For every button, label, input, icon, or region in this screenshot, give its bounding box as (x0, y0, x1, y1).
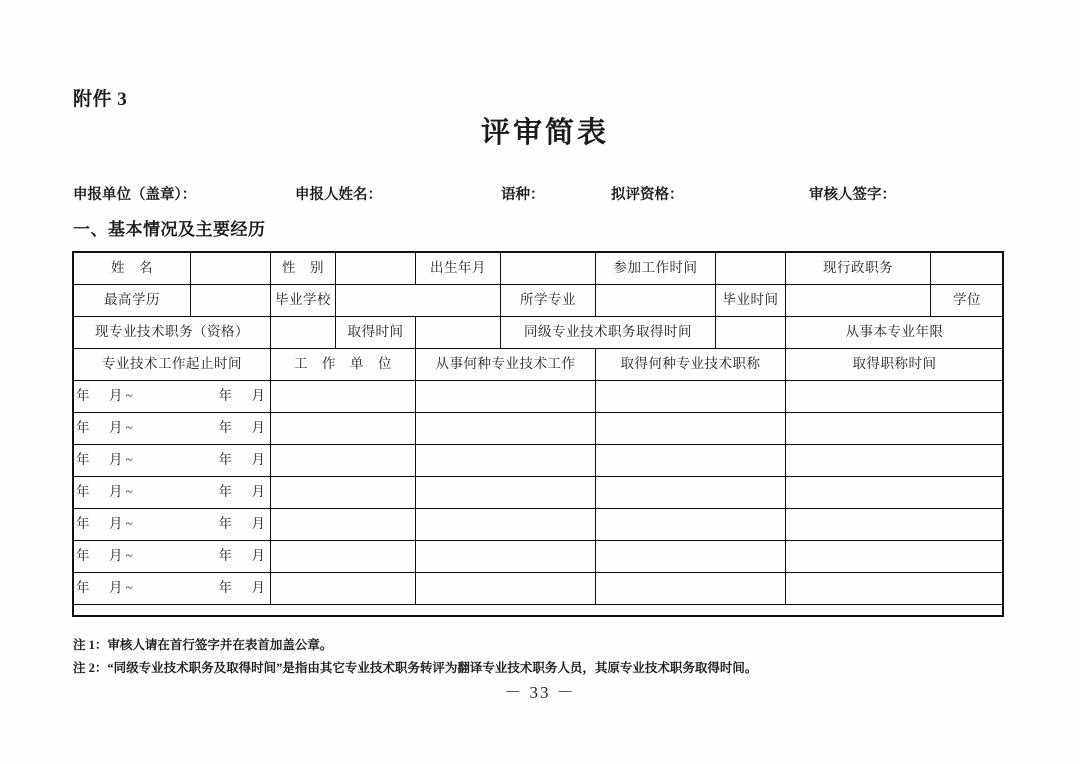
table-info-row (74, 253, 1004, 285)
table-label-cell: 毕业学校 (271, 285, 336, 317)
table-input-cell[interactable] (416, 317, 501, 349)
experience-input-cell[interactable] (271, 573, 416, 605)
table-input-cell[interactable] (191, 253, 271, 285)
table-experience-row (74, 541, 1004, 573)
notes-block (73, 634, 1013, 680)
table-input-cell[interactable] (271, 317, 336, 349)
experience-input-cell[interactable] (596, 509, 786, 541)
table-label-cell: 现行政职务 (786, 253, 931, 285)
experience-input-cell[interactable] (416, 445, 596, 477)
experience-input-cell[interactable] (786, 477, 1004, 509)
experience-date-range-cell[interactable] (74, 477, 271, 509)
table-experience-row (74, 477, 1004, 509)
experience-input-cell[interactable] (271, 413, 416, 445)
table-label-cell: 最高学历 (74, 285, 191, 317)
table-label-cell: 从事何种专业技术工作 (416, 349, 596, 381)
table-label-cell: 从事本专业年限 (786, 317, 1004, 349)
field-language: 语种： (501, 187, 545, 203)
experience-input-cell[interactable] (596, 381, 786, 413)
table-info-row (74, 285, 1004, 317)
date-range-start: 年 月~ (76, 388, 136, 404)
experience-input-cell[interactable] (596, 477, 786, 509)
table-label-cell: 毕业时间 (716, 285, 786, 317)
table-info-row (74, 317, 1004, 349)
page-number: － 33 － (504, 683, 576, 702)
experience-date-range-cell[interactable] (74, 509, 271, 541)
table-label-cell: 所学专业 (501, 285, 596, 317)
experience-input-cell[interactable] (786, 573, 1004, 605)
field-applicant-name: 申报人姓名： (295, 187, 382, 203)
experience-input-cell[interactable] (416, 477, 596, 509)
table-info-row (74, 349, 1004, 381)
experience-input-cell[interactable] (271, 541, 416, 573)
table-input-cell[interactable] (596, 285, 716, 317)
date-range-start: 年 月~ (76, 484, 136, 500)
field-applicant-unit: 申报单位（盖章）： (73, 187, 197, 203)
note-2: 注 2：“同级专业技术职务及取得时间”是指由其它专业技术职务转评为翻译专业技术职务人员，其原专业技术职务取得时间。 (73, 661, 758, 676)
date-range-start: 年 月~ (76, 420, 136, 436)
experience-date-range-cell[interactable] (74, 445, 271, 477)
experience-input-cell[interactable] (416, 541, 596, 573)
section-heading-basic-info: 一、基本情况及主要经历 (73, 220, 266, 239)
table-input-cell[interactable] (336, 285, 501, 317)
experience-date-range-cell[interactable] (74, 413, 271, 445)
experience-input-cell[interactable] (786, 509, 1004, 541)
experience-input-cell[interactable] (416, 509, 596, 541)
date-range-end: 年 月 (218, 452, 268, 468)
table-experience-row (74, 413, 1004, 445)
table-label-cell: 姓 名 (74, 253, 191, 285)
experience-input-cell[interactable] (271, 509, 416, 541)
experience-input-cell[interactable] (786, 445, 1004, 477)
table-label-cell: 同级专业技术职务取得时间 (501, 317, 716, 349)
table-label-cell: 取得时间 (336, 317, 416, 349)
table-input-cell[interactable] (716, 253, 786, 285)
table-experience-row (74, 573, 1004, 605)
experience-input-cell[interactable] (416, 381, 596, 413)
table-label-cell: 工 作 单 位 (271, 349, 416, 381)
table-experience-row (74, 445, 1004, 477)
table-label-cell: 参加工作时间 (596, 253, 716, 285)
date-range-start: 年 月~ (76, 580, 136, 596)
experience-date-range-cell[interactable] (74, 381, 271, 413)
experience-input-cell[interactable] (271, 445, 416, 477)
table-label-cell: 性 别 (271, 253, 336, 285)
table-label-cell: 学位 (931, 285, 1004, 317)
table-label-cell: 取得何种专业技术职称 (596, 349, 786, 381)
field-reviewer-signature: 审核人签字： (809, 187, 896, 203)
table-input-cell[interactable] (716, 317, 786, 349)
date-range-end: 年 月 (218, 388, 268, 404)
table-input-cell[interactable] (191, 285, 271, 317)
date-range-end: 年 月 (218, 516, 268, 532)
table-label-cell: 取得职称时间 (786, 349, 1004, 381)
table-experience-row (74, 381, 1004, 413)
experience-date-range-cell[interactable] (74, 573, 271, 605)
header-fields-row (73, 183, 1003, 205)
experience-input-cell[interactable] (786, 413, 1004, 445)
table-input-cell[interactable] (931, 253, 1004, 285)
experience-input-cell[interactable] (271, 381, 416, 413)
experience-date-range-cell[interactable] (74, 541, 271, 573)
table-experience-row (74, 509, 1004, 541)
table-input-cell[interactable] (501, 253, 596, 285)
date-range-end: 年 月 (218, 548, 268, 564)
date-range-end: 年 月 (218, 484, 268, 500)
date-range-start: 年 月~ (76, 548, 136, 564)
note-1: 注 1：审核人请在首行签字并在表首加盖公章。 (73, 638, 333, 652)
table-label-cell: 现专业技术职务（资格） (74, 317, 271, 349)
experience-input-cell[interactable] (271, 477, 416, 509)
table-input-cell[interactable] (786, 285, 931, 317)
experience-input-cell[interactable] (596, 541, 786, 573)
date-range-start: 年 月~ (76, 516, 136, 532)
page-title: 评审简表 (480, 117, 609, 149)
experience-input-cell[interactable] (786, 541, 1004, 573)
date-range-end: 年 月 (218, 580, 268, 596)
experience-input-cell[interactable] (786, 381, 1004, 413)
review-form-table (73, 252, 1004, 605)
date-range-start: 年 月~ (76, 452, 136, 468)
table-label-cell: 专业技术工作起止时间 (74, 349, 271, 381)
experience-input-cell[interactable] (416, 573, 596, 605)
experience-input-cell[interactable] (416, 413, 596, 445)
experience-input-cell[interactable] (596, 413, 786, 445)
table-input-cell[interactable] (336, 253, 416, 285)
table-label-cell: 出生年月 (416, 253, 501, 285)
experience-input-cell[interactable] (596, 573, 786, 605)
field-target-qualification: 拟评资格： (611, 187, 684, 203)
date-range-end: 年 月 (218, 420, 268, 436)
experience-input-cell[interactable] (596, 445, 786, 477)
attachment-label: 附件 3 (73, 89, 128, 110)
